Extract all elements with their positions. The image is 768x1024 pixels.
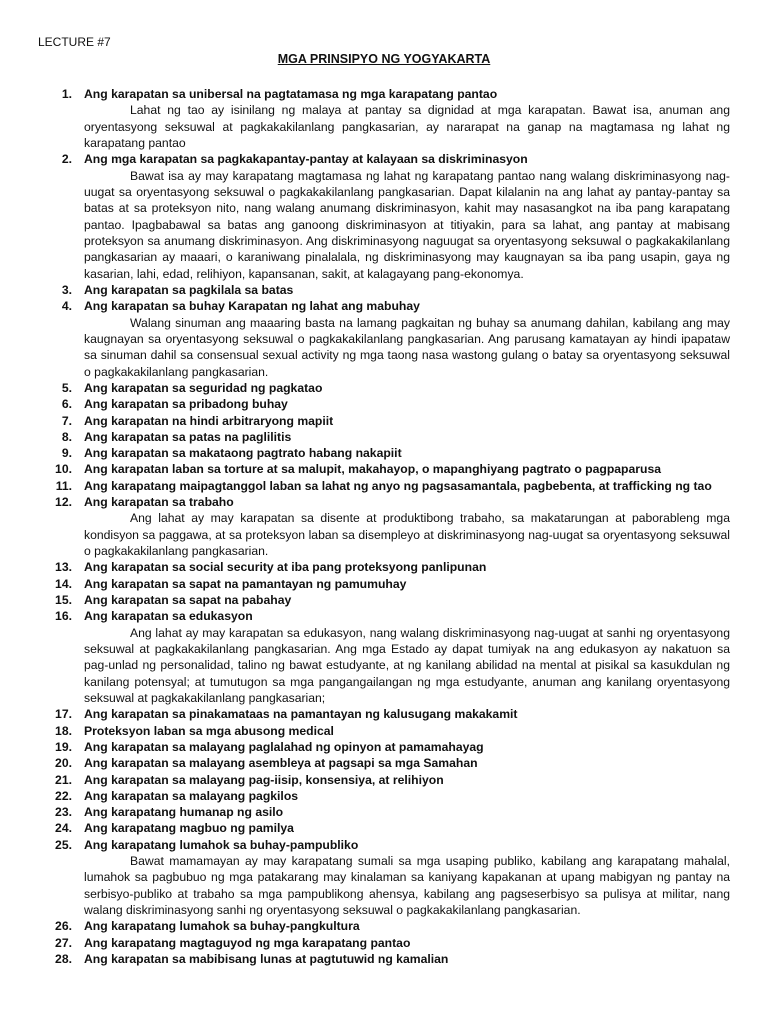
principle-number: 25.: [55, 837, 72, 852]
principle-number: 5.: [61, 381, 72, 395]
principle-number: 2.: [61, 152, 72, 167]
principle-heading: [0, 739, 768, 755]
principle-heading-text: Ang karapatan sa pagkilala sa batas: [84, 283, 294, 298]
principle-heading-text: Ang karapatan sa sapat na pamantayan ng pamumuhay: [84, 576, 407, 591]
principle-description: Walang sinuman ang maaaring basta na lamang pagkaitan ng buhay sa anumang dahilan, kabilang ang may kaugnayan sa oryentasyong seksuwal o pagkakakilanlang pangkasarian. Ang parusang kamatayan ay hindi ipapataw sa sinuman dahil sa consensual sexual activity ng mga taong nasa wastong gulang o batay sa oryentasyong seksuwal o pagkakakilanlang pangkasarian.: [84, 315, 730, 379]
principle-heading-text: Ang karapatan sa seguridad ng pagkatao: [84, 381, 323, 395]
principle-number: 8.: [61, 429, 72, 444]
principle-heading: [0, 755, 768, 771]
principle-heading-text: Ang mga karapatan sa pagkakapantay-pantay at kalayaan sa diskriminasyon: [84, 152, 528, 167]
principle-heading: [0, 282, 768, 298]
principle-heading-text: Ang karapatan sa malayang pagkilos: [84, 788, 299, 803]
principle-item: [0, 918, 768, 934]
principle-item: [0, 380, 768, 396]
principle-heading: [0, 478, 768, 494]
principle-item: [0, 723, 768, 739]
principle-number: 18.: [55, 723, 72, 738]
principle-number: 27.: [55, 935, 72, 950]
principle-heading-text: Ang karapatan sa malayang paglalahad ng opinyon at pamamahayag: [84, 739, 484, 754]
principle-number: 28.: [55, 951, 72, 966]
principle-item: [0, 804, 768, 820]
principle-item: [0, 951, 768, 967]
principle-heading: [0, 804, 768, 820]
principle-heading-text: Ang karapatang humanap ng asilo: [84, 805, 284, 820]
principle-number: 16.: [55, 609, 72, 624]
principle-item: [0, 559, 768, 575]
principle-heading: [0, 413, 768, 429]
principle-heading-text: Ang karapatan sa pribadong buhay: [84, 397, 288, 412]
principle-number: 21.: [55, 772, 72, 787]
lecture-label: LECTURE #7: [38, 35, 111, 49]
principle-heading: [0, 429, 768, 445]
principle-number: 7.: [61, 413, 72, 428]
principle-heading: [0, 380, 768, 396]
principle-heading-text: Ang karapatan sa pinakamataas na pamantayan ng kalusugang makakamit: [84, 707, 518, 722]
principle-item: [0, 282, 768, 298]
principle-heading: [0, 576, 768, 592]
principle-item: [0, 772, 768, 788]
principle-item: [0, 86, 768, 151]
principle-item: [0, 788, 768, 804]
principle-item: [0, 429, 768, 445]
principle-number: 9.: [61, 446, 72, 461]
principle-heading: [0, 494, 768, 510]
principle-number: 4.: [61, 299, 72, 314]
principle-item: [0, 151, 768, 282]
principle-number: 19.: [55, 739, 72, 754]
principle-number: 14.: [55, 576, 72, 591]
principle-number: 13.: [55, 560, 72, 575]
principle-heading-text: Ang karapatan sa mabibisang lunas at pagtutuwid ng kamalian: [84, 951, 449, 966]
principle-item: [0, 935, 768, 951]
principle-heading-text: Ang karapatan sa edukasyon: [84, 609, 253, 624]
principle-heading-text: Ang karapatang magtaguyod ng mga karapatang pantao: [84, 935, 411, 950]
principle-heading: [0, 772, 768, 788]
principle-heading: [0, 559, 768, 575]
principle-item: [0, 576, 768, 592]
principle-description: Ang lahat ay may karapatan sa edukasyon, nang walang diskriminasyong nag-uugat at sanhi ng oryentasyong seksuwal at pagkakakilanlang pangkasarian. Ang mga Estado ay dapat tumiyak na ang edukasyon ay nakatuon sa pag-unlad ng personalidad, talino ng bawat estudyante, at ng kanilang abilidad na mental at pisikal sa kasukdulan ng kanilang potensyal; at tumutugon sa mga pangangailangan ng mga estudyante, anuman ang kanilang oryentasyong seksuwal at pagkakakilanlang pangkasarian;: [84, 625, 730, 705]
principle-number: 22.: [55, 788, 72, 803]
principle-number: 24.: [55, 821, 72, 836]
principle-number: 26.: [55, 919, 72, 934]
principle-heading: [0, 445, 768, 461]
principle-description: Bawat isa ay may karapatang magtamasa ng lahat ng karapatang pantao nang walang diskriminasyong nag-uugat sa oryentasyong seksuwal o pagkakakilanlang pangkasarian. Dapat kilalanin na ang lahat ay pantay-pantay sa batas at sa proteksyon nito, nang walang anumang diskriminasyon, kahit may nasasangkot na iba pang karapatang pantao. Ipagbabawal sa batas ang ganoong diskriminasyon at titiyakin, para sa lahat, ang pantay at mabisang proteksyon sa anumang diskriminasyon. Ang diskriminasyong naguugat sa oryentasyong seksuwal o pagkakakilanlang pangkasarian ay maaari, o karaniwang pinalalala, ng diskriminasyong may kaugnayan sa iba pang usapin, gaya ng kasarian, lahi, edad, relihiyon, kapansanan, sakit, at kalagayang pang-ekonomya.: [84, 168, 730, 281]
principle-number: 20.: [55, 756, 72, 771]
principle-item: [0, 413, 768, 429]
principle-number: 15.: [55, 593, 72, 607]
principle-heading: [0, 706, 768, 722]
principle-heading-text: Ang karapatan sa malayang pag-iisip, konsensiya, at relihiyon: [84, 772, 444, 787]
principle-heading: [0, 918, 768, 934]
principle-description: Lahat ng tao ay isinilang ng malaya at pantay sa dignidad at mga karapatan. Bawat isa, anuman ang oryentasyong seksuwal at pagkakakilanlang pangkasarian, ay nararapat na ganap na magtamasa ng lahat ng karapatang pantao: [84, 103, 730, 150]
principle-number: 6.: [61, 397, 72, 412]
principle-heading: [0, 820, 768, 836]
principle-number: 1.: [61, 87, 72, 101]
principle-description: Bawat mamamayan ay may karapatang sumali sa mga usaping publiko, kabilang ang karapatang mahalal, lumahok sa pagbubuo ng mga patakarang may kinalaman sa kaniyang kapakanan at upang mabigyan ng pantay na serbisyo-publiko at trabaho sa mga pampublikong ahensya, kabilang ang pagseserbisyo sa pulisya at militar, nang walang diskriminasyong sanhi ng oryentasyong seksuwal o pagkakakilanlang pangkasarian.: [84, 853, 730, 918]
principle-heading: [0, 461, 768, 477]
principle-item: [0, 837, 768, 919]
principle-heading-text: Ang karapatan sa social security at iba pang proteksyong panlipunan: [84, 560, 487, 575]
principle-item: [0, 739, 768, 755]
principle-heading-text: Ang karapatan sa makataong pagtrato habang nakapiit: [84, 446, 402, 461]
principle-heading-text: Ang karapatang lumahok sa buhay-pampubliko: [84, 837, 359, 852]
principle-number: 17.: [55, 707, 72, 722]
principle-item: [0, 461, 768, 477]
principle-heading: [0, 935, 768, 951]
principle-heading-text: Ang karapatang magbuo ng pamilya: [84, 821, 294, 836]
principle-item: [0, 755, 768, 771]
principle-number: 10.: [55, 462, 72, 477]
principle-item: [0, 298, 768, 380]
principle-item: [0, 494, 768, 559]
principle-number: 12.: [55, 495, 72, 510]
principle-item: [0, 608, 768, 706]
principle-heading-text: Ang karapatan sa trabaho: [84, 495, 234, 510]
principle-heading-text: Ang karapatan sa unibersal na pagtatamasa ng mga karapatang pantao: [84, 87, 498, 101]
principle-heading-text: Ang karapatan laban sa torture at sa malupit, makahayop, o mapanghiyang pagtrato o pagpaparusa: [84, 462, 662, 477]
principles-list: [0, 86, 768, 967]
principle-heading-text: Ang karapatang maipagtanggol laban sa lahat ng anyo ng pagsasamantala, pagbebenta, at trafficking ng tao: [84, 478, 712, 493]
document-title: MGA PRINSIPYO NG YOGYAKARTA: [277, 52, 491, 66]
principle-item: [0, 706, 768, 722]
principle-heading-text: Ang karapatan sa malayang asembleya at pagsapi sa mga Samahan: [84, 756, 478, 771]
principle-heading: [0, 788, 768, 804]
principle-heading-text: Ang karapatan sa buhay Karapatan ng lahat ang mabuhay: [84, 299, 420, 314]
principle-number: 23.: [55, 805, 72, 820]
principle-heading-text: Ang karapatan na hindi arbitraryong mapiit: [84, 413, 334, 428]
principle-heading: [0, 951, 768, 967]
principle-heading: [0, 86, 768, 102]
principle-heading: [0, 298, 768, 314]
principle-number: 3.: [61, 283, 72, 298]
principle-heading-text: Ang karapatang lumahok sa buhay-pangkultura: [84, 919, 360, 934]
principle-item: [0, 478, 768, 494]
principle-heading: [0, 396, 768, 412]
principle-item: [0, 592, 768, 608]
principle-heading: [0, 592, 768, 608]
principle-heading: [0, 608, 768, 624]
principle-heading-text: Ang karapatan sa sapat na pabahay: [84, 593, 292, 607]
principle-number: 11.: [55, 478, 72, 493]
principle-item: [0, 445, 768, 461]
principle-heading: [0, 151, 768, 167]
principle-heading-text: Proteksyon laban sa mga abusong medical: [84, 723, 334, 738]
principle-heading: [0, 723, 768, 739]
principle-heading-text: Ang karapatan sa patas na paglilitis: [84, 429, 292, 444]
principle-heading: [0, 837, 768, 853]
principle-description: Ang lahat ay may karapatan sa disente at produktibong trabaho, sa makatarungan at paborableng mga kondisyon sa paggawa, at sa proteksyon laban sa disempleyo at diskriminasyong nag-uugat sa oryentasyong seksuwal o pagkakakilanlang pangkasarian.: [84, 511, 730, 559]
principle-item: [0, 820, 768, 836]
principle-item: [0, 396, 768, 412]
